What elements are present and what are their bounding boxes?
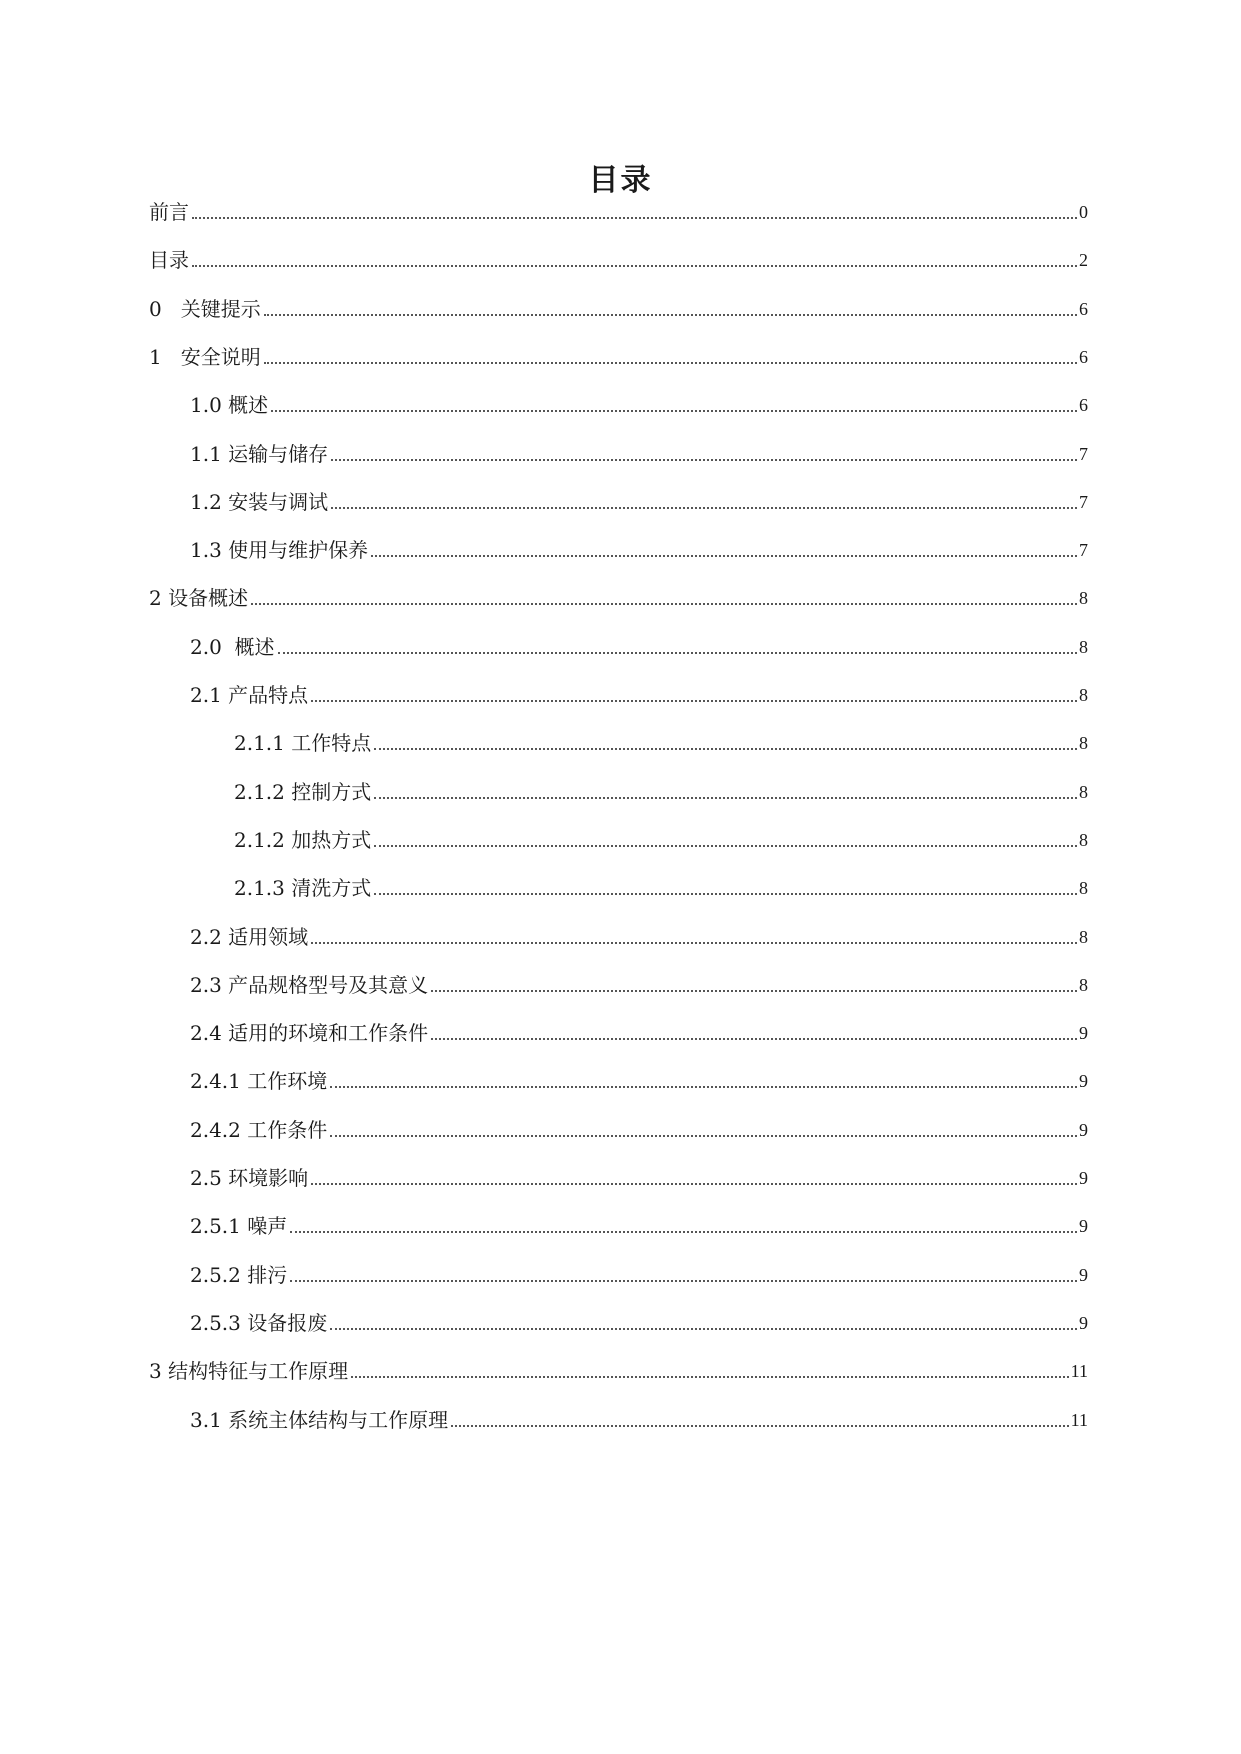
toc-leader-dots	[311, 942, 1077, 944]
toc-entry[interactable]	[190, 920, 1088, 950]
toc-entry[interactable]	[190, 678, 1088, 708]
toc-leader-dots	[290, 1280, 1077, 1282]
toc-entry-label: 2.4.2 工作条件	[190, 1117, 328, 1142]
toc-page-number: 2	[1079, 250, 1088, 271]
toc-entry[interactable]	[190, 1016, 1088, 1046]
toc-page-number: 8	[1079, 636, 1088, 657]
page-title: 目录	[588, 163, 653, 198]
toc-page-number: 6	[1079, 346, 1088, 367]
toc-leader-dots	[311, 700, 1077, 702]
toc-page-number: 9	[1079, 1071, 1088, 1092]
toc-page-number: 6	[1079, 298, 1088, 319]
toc-page-number: 9	[1079, 1168, 1088, 1188]
toc-entry-label: 0 关键提示	[149, 296, 261, 321]
toc-page-number: 6	[1079, 395, 1088, 416]
toc-page-number: 9	[1079, 1216, 1088, 1237]
toc-leader-dots	[431, 990, 1077, 992]
toc-page-number: 8	[1079, 878, 1088, 899]
toc-leader-dots	[311, 1183, 1077, 1185]
toc-leader-dots	[330, 1086, 1077, 1088]
toc-page-number: 9	[1079, 1264, 1088, 1285]
toc-leader-dots	[271, 410, 1077, 412]
toc-entry-label: 3.1 系统主体结构与工作原理	[190, 1407, 449, 1432]
toc-leader-dots	[290, 1231, 1077, 1233]
toc-entry[interactable]	[190, 1258, 1088, 1288]
toc-entry-label: 2.5.2 排污	[190, 1262, 288, 1287]
toc-entry[interactable]	[190, 1403, 1088, 1433]
toc-entry-label: 2.4.1 工作环境	[190, 1069, 328, 1094]
toc-entry-label: 1.2 安装与调试	[190, 489, 329, 514]
toc-leader-dots	[374, 797, 1077, 799]
toc-page-number: 8	[1079, 926, 1088, 947]
toc-entry[interactable]	[234, 871, 1088, 901]
toc-page-number: 7	[1079, 443, 1088, 464]
toc-entry[interactable]	[190, 1306, 1088, 1336]
toc-page-number: 0	[1079, 202, 1088, 222]
toc-leader-dots	[251, 603, 1077, 605]
toc-page-number: 9	[1079, 1312, 1088, 1333]
toc-entry[interactable]	[190, 485, 1088, 515]
toc-entry-label: 2.5.3 设备报废	[190, 1310, 328, 1335]
toc-entry[interactable]	[149, 292, 1088, 322]
toc-page-number: 11	[1070, 1361, 1088, 1382]
toc-entry-label: 2.4 适用的环境和工作条件	[190, 1021, 429, 1046]
toc-leader-dots	[331, 507, 1077, 509]
toc-leader-dots	[330, 1328, 1077, 1330]
toc-entry[interactable]	[190, 630, 1088, 660]
toc-leader-dots	[331, 459, 1077, 461]
toc-entry[interactable]	[190, 1161, 1088, 1191]
toc-entry-label: 2.1.1 工作特点	[234, 731, 372, 756]
toc-leader-dots	[264, 362, 1077, 364]
toc-entry[interactable]	[234, 726, 1088, 756]
toc-leader-dots	[351, 1376, 1069, 1378]
toc-entry-label: 1.0 概述	[190, 393, 269, 418]
toc-entry[interactable]	[190, 533, 1088, 563]
toc-entry[interactable]	[234, 775, 1088, 805]
toc-leader-dots	[431, 1038, 1077, 1040]
toc-entry-label: 3 结构特征与工作原理	[149, 1359, 349, 1384]
toc-leader-dots	[374, 845, 1077, 847]
toc-page-number: 7	[1079, 491, 1088, 512]
toc-entry-label: 2.0 概述	[190, 634, 275, 659]
toc-entry-label: 2.5.1 噪声	[190, 1214, 288, 1239]
toc-leader-dots	[374, 748, 1077, 750]
toc-entry-label: 2.1.2 加热方式	[234, 827, 372, 852]
toc-entry[interactable]	[149, 195, 1088, 225]
toc-leader-dots	[278, 652, 1077, 654]
toc-leader-dots	[264, 314, 1077, 316]
toc-entry[interactable]	[149, 581, 1088, 611]
toc-entry[interactable]	[190, 1064, 1088, 1094]
toc-page-number: 11	[1070, 1409, 1088, 1430]
toc-entry[interactable]	[149, 1354, 1088, 1384]
toc-leader-dots	[192, 265, 1077, 267]
toc-entry-label: 2 设备概述	[149, 586, 249, 611]
toc-entry[interactable]	[234, 823, 1088, 853]
toc-entry[interactable]	[149, 340, 1088, 370]
toc-entry-label: 2.2 适用领域	[190, 924, 309, 949]
toc-entry[interactable]	[190, 1209, 1088, 1239]
toc-leader-dots	[192, 217, 1077, 219]
toc-page-number: 8	[1079, 781, 1088, 802]
toc-entry-label: 2.5 环境影响	[190, 1166, 309, 1190]
toc-entry-label: 1 安全说明	[149, 344, 261, 369]
toc-leader-dots	[451, 1425, 1068, 1427]
toc-entry[interactable]	[190, 437, 1088, 467]
toc-page-number: 8	[1079, 829, 1088, 850]
toc-page-number: 8	[1079, 685, 1088, 705]
toc-entry-label: 2.1.2 控制方式	[234, 779, 372, 804]
toc-page-number: 9	[1079, 1119, 1088, 1140]
toc-page-number: 8	[1079, 588, 1088, 609]
toc-page-number: 8	[1079, 974, 1088, 995]
toc-entry[interactable]	[149, 243, 1088, 273]
toc-page-number: 7	[1079, 540, 1088, 561]
toc-entry-label: 2.3 产品规格型号及其意义	[190, 972, 429, 997]
toc-entry-label: 1.3 使用与维护保养	[190, 538, 369, 563]
toc-entry[interactable]	[190, 1113, 1088, 1143]
toc-leader-dots	[371, 555, 1077, 557]
toc-entry-label: 前言	[149, 200, 189, 224]
toc-entry-label: 2.1 产品特点	[190, 683, 309, 707]
toc-entry-label: 1.1 运输与储存	[190, 441, 329, 466]
toc-entry-label: 2.1.3 清洗方式	[234, 876, 372, 901]
toc-page-number: 8	[1079, 733, 1088, 754]
toc-entry-label: 目录	[149, 248, 189, 273]
toc-entry[interactable]	[190, 388, 1088, 418]
toc-leader-dots	[374, 893, 1077, 895]
toc-entry[interactable]	[190, 968, 1088, 998]
toc-leader-dots	[330, 1135, 1077, 1137]
toc-page-number: 9	[1079, 1023, 1088, 1044]
